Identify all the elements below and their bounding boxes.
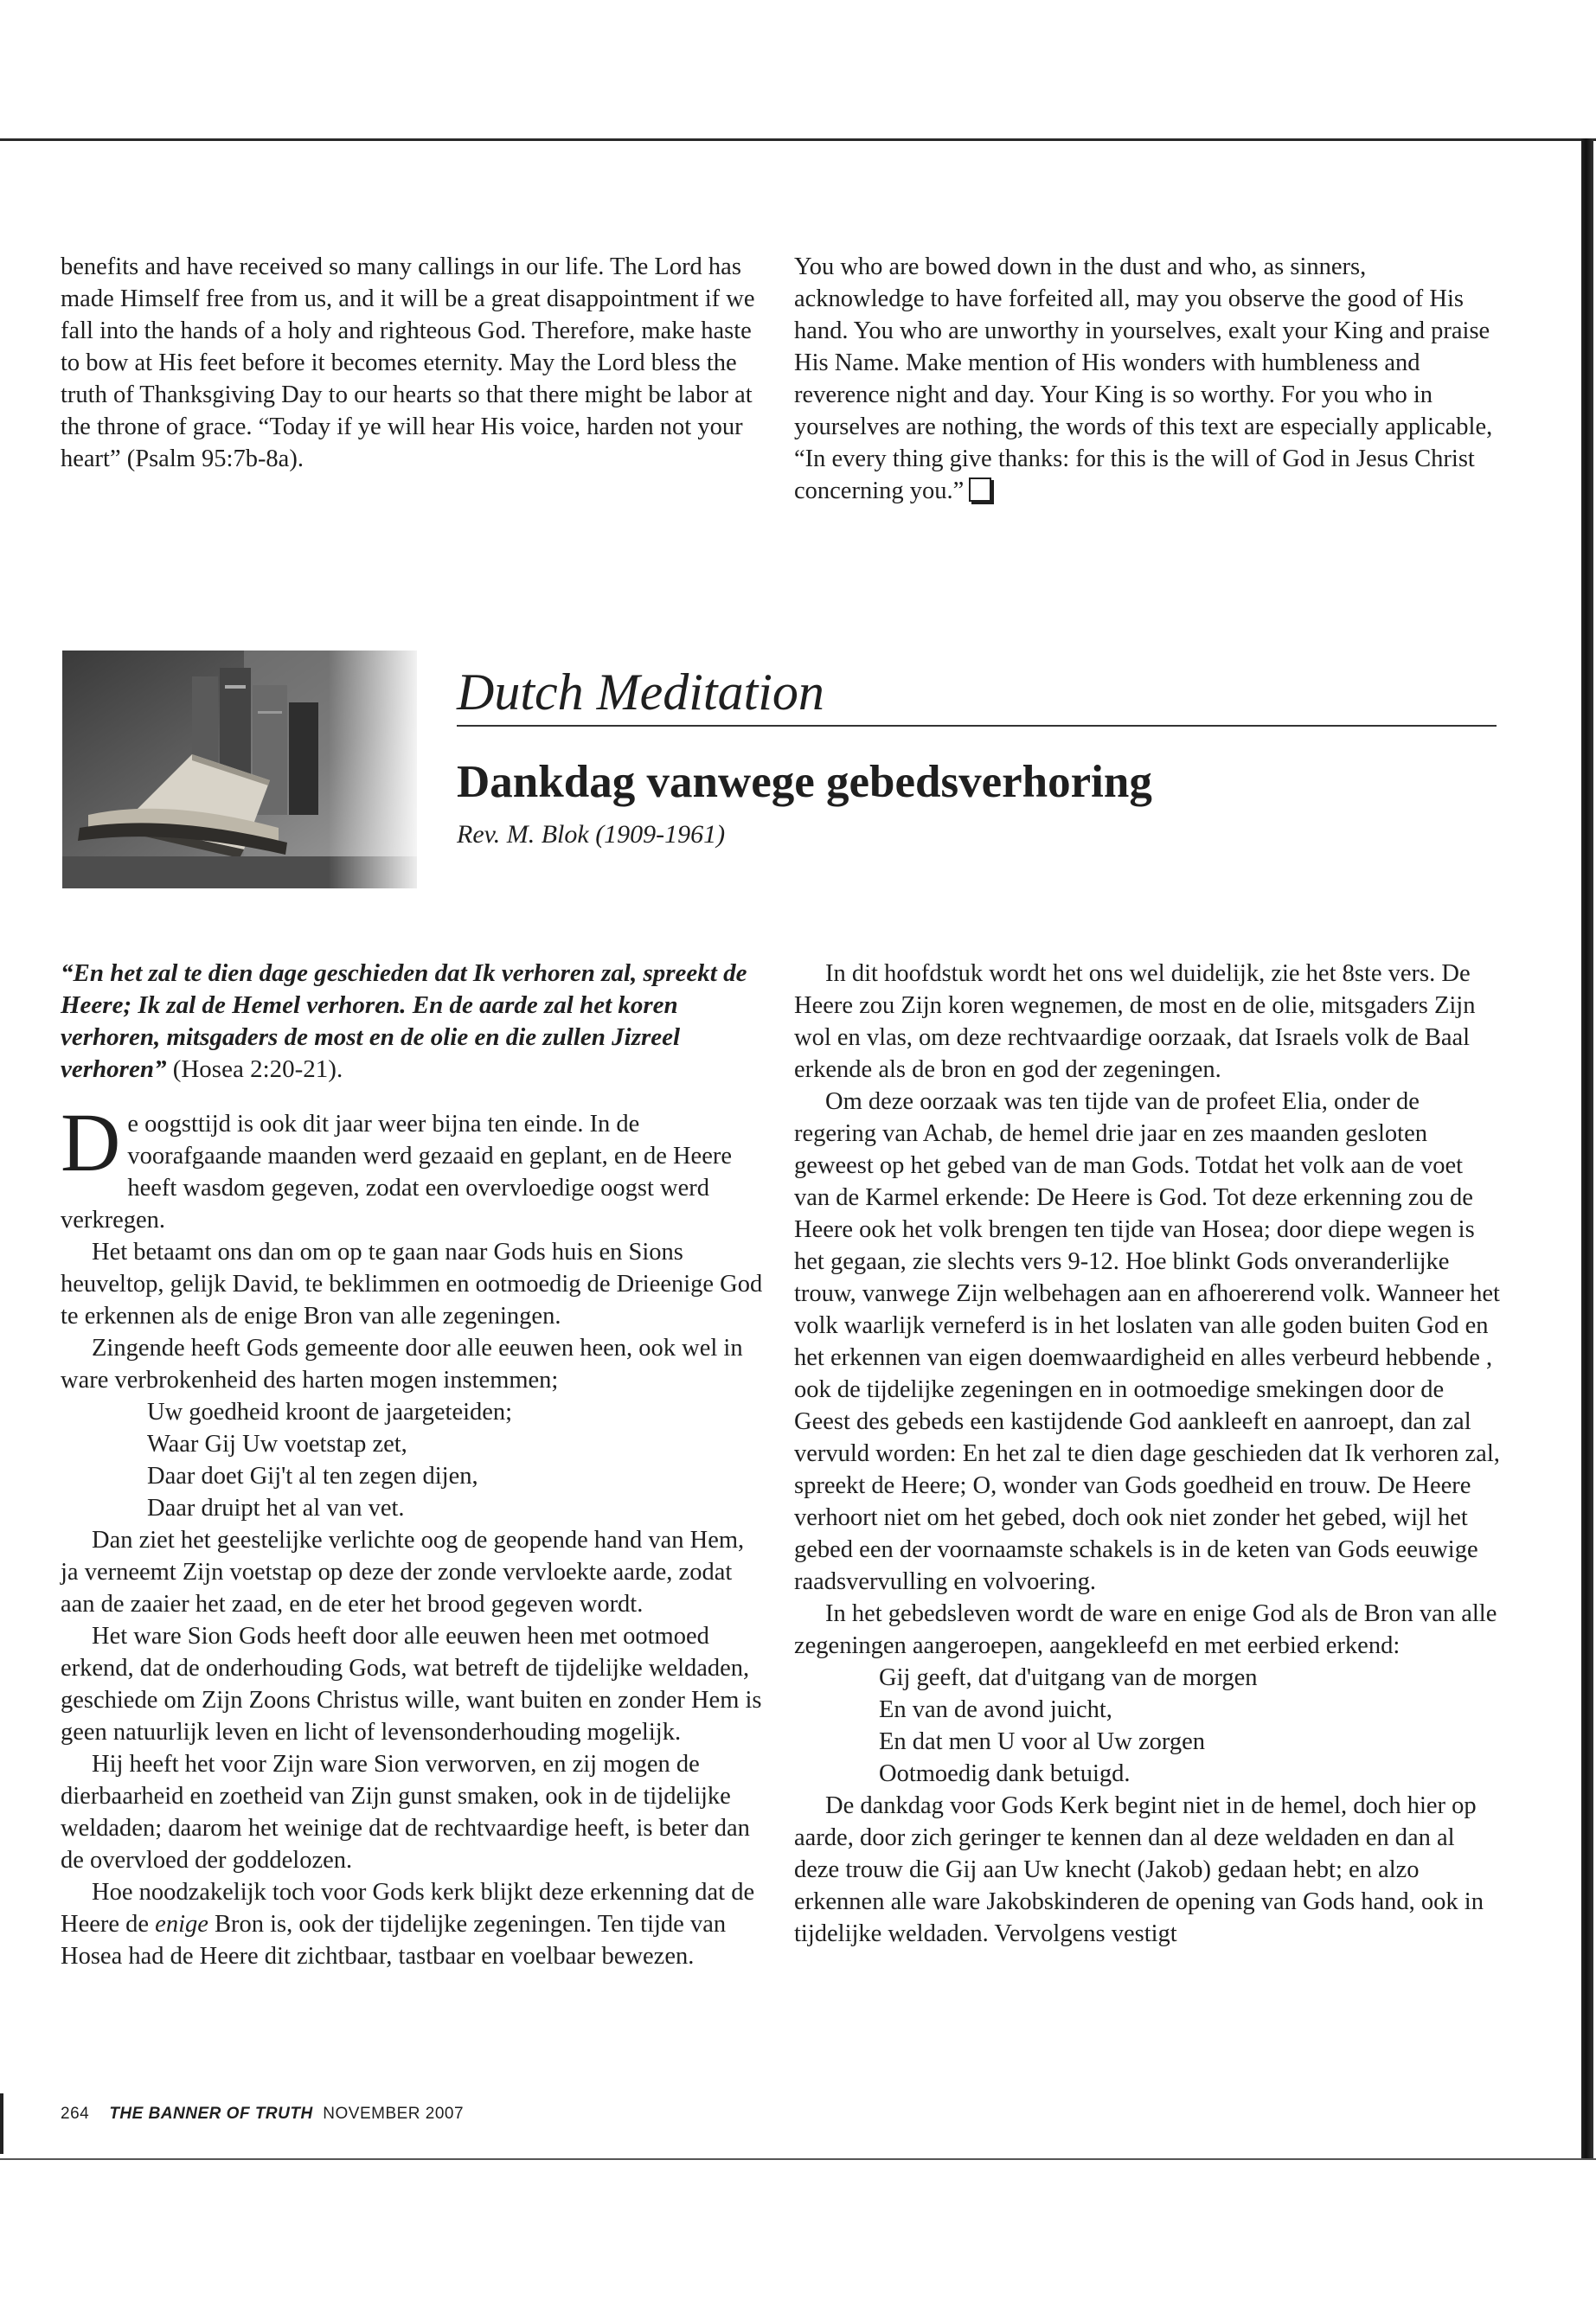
- paragraph: Dan ziet het geestelijke verlichte oog de geopende hand van Hem, ja verneemt Zijn voetstap op deze der zonde vervloekte aarde, zodat aan de zaaier het zaad, en de eter het brood gegeven wordt.: [61, 1527, 745, 1618]
- scan-border-bottom: [0, 2158, 1596, 2160]
- emphasis-text: enige: [155, 1911, 208, 1938]
- title-divider: [457, 725, 1497, 727]
- page-footer: [61, 2105, 464, 2124]
- paragraph-text: Bron is, ook der tijdelijke zegeningen. Ten tijde van Hosea had de Heere dit zichtbaar, tastbaar en voelbaar bewezen.: [61, 1911, 727, 1970]
- verse-line: En van de avond juicht,: [879, 1696, 1112, 1723]
- paragraph: Om deze oorzaak was ten tijde van de profeet Elia, onder de regering van Achab, de hemel drie jaar en zes maanden gesloten geweest op het gebed van de man Gods. Totdat het volk aan de voet van de Karmel erkende: De Heere is God. Tot deze erkenning zou de Heere ook het volk brengen ten tijde van Hosea; door diepe wegen is het gegaan, zie slechts vers 9-12. Hoe blinkt Gods onveranderlijke trouw, vanwege Zijn welbehagen aan en afhoererend volk. Wanneer het volk waarlijk verneferd is in het loslaten van alle goden buiten God en het erkennen van eigen doemwaardigheid en alles verbeurd hebbende , ook de tijdelijke zegeningen en in ootmoedige smekingen door de Geest des gebeds een kastijdende God aankleeft en aanroept, dan zal vervuld worden: En het zal te dien dage geschieden dat Ik verhoren zal, spreekt de Heere; O, wonder van Gods goedheid en trouw. De Heere verhoort niet om het gebed, doch ook niet zonder het gebed, wijl het gebed een der voornaamste schakels is in de keten van Gods eeuwige raadsvervulling en volvoering.: [794, 1088, 1500, 1595]
- verse-block: [61, 1396, 766, 1524]
- paragraph: [61, 1876, 766, 1972]
- opening-paragraph-text: e oogsttijd is ook dit jaar weer bijna ten einde. In de voorafgaande maanden werd gezaaid en geplant, en de Heere heeft wasdom gegeven, zodat een overvloedige oogst werd verkregen.: [61, 1111, 732, 1234]
- paragraph: Het betaamt ons dan om op te gaan naar Gods huis en Sions heuveltop, gelijk David, te beklimmen en ootmoedig de Drieenige God te erkennen als de enige Bron van alle zegeningen.: [61, 1239, 763, 1330]
- issue-date: NOVEMBER 2007: [323, 2105, 465, 2123]
- paragraph: In dit hoofdstuk wordt het ons wel duidelijk, zie het 8ste vers. De Heere zou Zijn koren wegnemen, de most en de olie, mitsgaders Zijn wol en vlas, om deze rechtvaardige oorzaak, dat Israels volk de Baal erkende als de bron en god der zegeningen.: [794, 960, 1476, 1083]
- verse-block: [794, 1662, 1502, 1790]
- verse-line: Waar Gij Uw voetstap zet,: [147, 1431, 407, 1458]
- page-number: 264: [61, 2105, 90, 2123]
- old-books-illustration: [62, 651, 417, 888]
- article-title: Dankdag vanwege gebedsverhoring: [457, 757, 1152, 807]
- scan-border-top: [0, 138, 1596, 141]
- paragraph: Hij heeft het voor Zijn ware Sion verworven, en zij mogen de dierbaarheid en zoetheid van Zijn gunst smaken, ook in de tijdelijke weldaden; daarom het weinige dat de rechtvaardige heeft, is beter dan de overvloed der goddelozen.: [61, 1751, 750, 1874]
- drop-cap: D: [61, 1096, 121, 1189]
- opening-paragraph: [61, 1096, 766, 1236]
- scan-border-right: [1581, 138, 1593, 2160]
- paragraph: De dankdag voor Gods Kerk begint niet in de hemel, doch hier op aarde, door zich geringer te kennen dan al deze weldaden en dan al deze trouw die Gij aan Uw knecht (Jakob) gedaan hebt; en alzo erkennen alle ware Jakobskinderen de opening van Gods hand, ook in tijdelijke weldaden. Vervolgens vestigt: [794, 1792, 1484, 1947]
- verse-line: Daar doet Gij't al ten zegen dijen,: [147, 1463, 478, 1490]
- previous-article-paragraph: benefits and have received so many callings in our life. The Lord has made Himself free from us, and it will be a great disappointment if we fall into the hands of a holy and righteous God. Therefore, make haste to bow at His feet before it becomes eternity. May the Lord bless the truth of Thanksgiving Day to our hearts so that there might be labor at the throne of grace. “Today if ye will hear His voice, harden not your heart” (Psalm 95:7b-8a).: [61, 253, 755, 472]
- previous-article-closing-paragraph: [794, 251, 1502, 507]
- verse-line: Gij geeft, dat d'uitgang van de morgen: [879, 1664, 1258, 1691]
- previous-article-left-column: [61, 251, 766, 475]
- scan-mark-left: [0, 2093, 3, 2154]
- epigraph: [61, 958, 766, 1086]
- article-left-column: [61, 958, 766, 1972]
- verse-line: Daar druipt het al van vet.: [147, 1495, 405, 1522]
- article-right-column: [794, 958, 1502, 1950]
- previous-article-right-column: [794, 251, 1502, 507]
- author-byline: Rev. M. Blok (1909-1961): [457, 820, 726, 849]
- epigraph-text: “En het zal te dien dage geschieden dat Ik verhoren zal, spreekt de Heere; Ik zal de Hemel verhoren. En de aarde zal het koren verhoren, mitsgaders de most en de olie en die zullen Jizreel verhoren”: [61, 959, 747, 1083]
- section-title: Dutch Meditation: [457, 663, 824, 721]
- verse-line: Ootmoedig dank betuigd.: [879, 1760, 1131, 1787]
- verse-line: En dat men U voor al Uw zorgen: [879, 1728, 1205, 1755]
- paragraph: Het ware Sion Gods heeft door alle eeuwen heen met ootmoed erkend, dat de onderhouding Gods, wat betreft de tijdelijke weldaden, geschiede om Zijn Zoons Christus wille, want buiten en zonder Hem is geen natuurlijk leven en licht of levensonderhouding mogelijk.: [61, 1623, 762, 1746]
- paragraph: In het gebedsleven wordt de ware en enige God als de Bron van alle zegeningen aangeroepen, aangekleefd en met eerbied erkend:: [794, 1600, 1497, 1659]
- header-photo-old-books: [62, 651, 417, 888]
- epigraph-reference: (Hosea 2:20-21).: [172, 1055, 343, 1083]
- verse-line: Uw goedheid kroont de jaargeteiden;: [147, 1399, 513, 1426]
- closing-text: You who are bowed down in the dust and who, as sinners, acknowledge to have forfeited all, may you observe the good of His hand. You who are unworthy in yourselves, exalt your King and praise His Name. Make mention of His wonders with humbleness and reverence night and day. Your King is so worthy. For you who in yourselves are nothing, the words of this text are especially applicable, “In every thing give thanks: for this is the will of God in Jesus Christ concerning you.”: [794, 253, 1493, 504]
- end-of-article-icon: [969, 478, 991, 502]
- paragraph: Zingende heeft Gods gemeente door alle eeuwen heen, ook wel in ware verbrokenheid des harten mogen instemmen;: [61, 1335, 743, 1394]
- paragraph-text: Hoe noodzakelijk toch voor Gods kerk blijkt deze erkenning dat de Heere de: [61, 1879, 755, 1938]
- magazine-name: THE BANNER OF TRUTH: [109, 2105, 313, 2123]
